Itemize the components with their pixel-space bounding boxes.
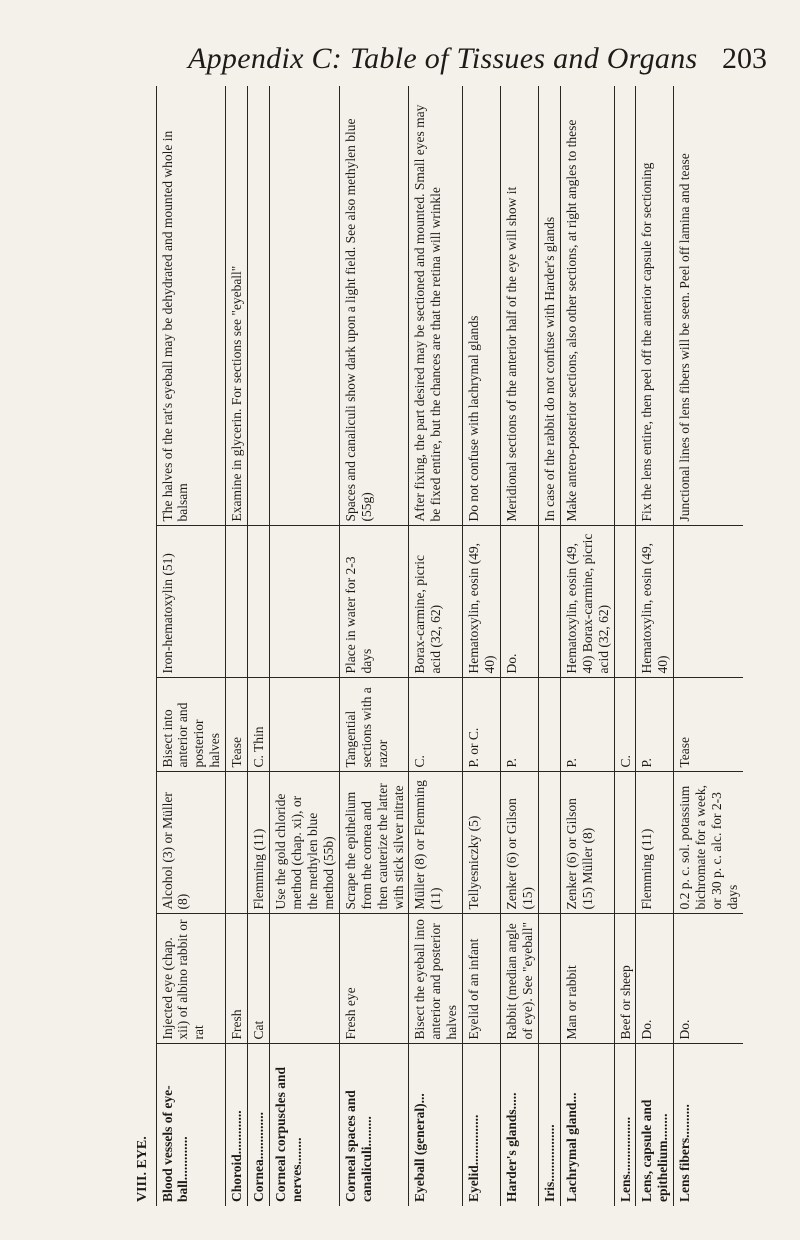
fixation-cell-text: Scrape the epithelium from the cornea and then cauterize the latter with stick silver nitrate bbox=[342, 783, 406, 910]
sectioning-cell bbox=[226, 678, 248, 772]
remarks-cell bbox=[538, 86, 560, 526]
page-number: 203 bbox=[722, 42, 767, 75]
tissue-cell bbox=[409, 1044, 463, 1206]
fixation-cell bbox=[636, 772, 674, 914]
remarks-cell-text: Meridional sections of the anterior half of the eye will show it bbox=[504, 186, 520, 522]
material-cell bbox=[501, 914, 539, 1044]
stain-cell-text: Hematoxylin, eosin (49, 40) Borax-carmine, picric acid (32, 62) bbox=[563, 533, 611, 674]
sectioning-cell-text: P. bbox=[639, 758, 655, 768]
material-cell-text: Man or rabbit bbox=[563, 965, 579, 1040]
stain-cell-text: Do. bbox=[504, 653, 520, 674]
material-cell-text: Bisect the eyeball into anterior and posterior halves bbox=[412, 919, 460, 1040]
table-row bbox=[674, 86, 743, 1206]
material-cell bbox=[270, 914, 340, 1044]
table-row bbox=[463, 86, 501, 1206]
tissue-cell bbox=[674, 1044, 743, 1206]
stain-cell bbox=[614, 526, 636, 678]
sectioning-cell-text: P. or C. bbox=[466, 727, 482, 768]
remarks-cell bbox=[156, 86, 226, 526]
section-heading: VIII. EYE. bbox=[135, 1136, 150, 1202]
table-row bbox=[248, 86, 270, 1206]
sectioning-cell-text: Tangential sections with a razor bbox=[342, 687, 390, 768]
section-row bbox=[128, 86, 156, 1206]
stain-cell bbox=[248, 526, 270, 678]
sectioning-cell-text: Tease bbox=[677, 736, 693, 768]
sectioning-cell bbox=[156, 678, 226, 772]
remarks-cell bbox=[226, 86, 248, 526]
tissue-cell-text: Cornea.............. bbox=[251, 1112, 267, 1202]
fixation-cell-text: Tellyesniczky (5) bbox=[466, 815, 482, 910]
material-cell bbox=[248, 914, 270, 1044]
fixation-cell bbox=[226, 772, 248, 914]
material-cell bbox=[339, 914, 409, 1044]
remarks-cell bbox=[248, 86, 270, 526]
fixation-cell bbox=[674, 772, 743, 914]
fixation-cell bbox=[248, 772, 270, 914]
remarks-cell bbox=[560, 86, 614, 526]
material-cell bbox=[674, 914, 743, 1044]
material-cell bbox=[226, 914, 248, 1044]
stain-cell bbox=[409, 526, 463, 678]
tissue-cell-text: Blood vessels of eye-ball............. bbox=[159, 1085, 191, 1202]
stain-cell bbox=[538, 526, 560, 678]
sectioning-cell bbox=[636, 678, 674, 772]
material-cell-text: Eyelid of an infant bbox=[466, 938, 482, 1040]
table-row bbox=[156, 86, 226, 1206]
remarks-cell bbox=[674, 86, 743, 526]
remarks-cell-text: Junctional lines of lens fibers will be seen. Peel off lamina and tease bbox=[677, 153, 693, 522]
remarks-cell-text: Fix the lens entire, then peel off the anterior capsule for sectioning bbox=[639, 162, 655, 522]
stain-cell-text: Iron-hematoxylin (51) bbox=[159, 553, 175, 674]
remarks-cell-text: In case of the rabbit do not confuse with Harder's glands bbox=[541, 216, 557, 522]
tissue-cell-text: Harder's glands..... bbox=[504, 1092, 520, 1202]
tissue-cell-text: Eyelid............... bbox=[466, 1114, 482, 1202]
material-cell-text: Rabbit (median angle of eye). See "eyeball" bbox=[504, 922, 535, 1040]
fixation-cell bbox=[463, 772, 501, 914]
tissue-cell-text: Lachrymal gland... bbox=[563, 1092, 579, 1202]
stain-cell bbox=[674, 526, 743, 678]
stain-cell bbox=[156, 526, 226, 678]
remarks-cell-text: After fixing, the part desired may be sectioned and mounted. Small eyes may be fixed entire, but the chances are that the retina will wrinkle bbox=[412, 104, 444, 522]
running-title: Appendix C: Table of Tissues and Organs bbox=[188, 42, 698, 75]
material-cell bbox=[560, 914, 614, 1044]
fixation-cell bbox=[409, 772, 463, 914]
fixation-cell bbox=[538, 772, 560, 914]
remarks-cell-text: Make antero-posterior sections, also other sections, at right angles to these bbox=[563, 119, 579, 522]
sectioning-cell bbox=[560, 678, 614, 772]
stain-cell bbox=[339, 526, 409, 678]
sectioning-cell bbox=[409, 678, 463, 772]
sectioning-cell bbox=[248, 678, 270, 772]
sectioning-cell-text: P. bbox=[563, 758, 579, 768]
table-row bbox=[270, 86, 340, 1206]
stain-cell-text: Borax-carmine, picric acid (32, 62) bbox=[412, 555, 444, 674]
tissue-cell-text: Lens................. bbox=[617, 1116, 633, 1202]
fixation-cell-text: Zenker (6) or Gilson (15) bbox=[504, 798, 535, 910]
tissue-cell bbox=[156, 1044, 226, 1206]
tissue-cell-text: Lens, capsule and epithelium........ bbox=[639, 1099, 671, 1202]
fixation-cell-text: Flemming (11) bbox=[251, 828, 267, 910]
tissue-cell-text: Corneal corpuscles and nerves........ bbox=[273, 1067, 304, 1202]
remarks-cell bbox=[270, 86, 340, 526]
tissue-cell bbox=[463, 1044, 501, 1206]
remarks-cell-text: The halves of the rat's eyeball may be dehydrated and mounted whole in balsam bbox=[159, 130, 191, 522]
sectioning-cell-text: C. bbox=[412, 755, 428, 768]
material-cell-text: Fresh eye bbox=[342, 987, 358, 1040]
tissue-cell bbox=[270, 1044, 340, 1206]
sectioning-cell bbox=[538, 678, 560, 772]
stain-cell bbox=[636, 526, 674, 678]
rotated-table-wrapper bbox=[128, 86, 741, 1206]
stain-cell bbox=[226, 526, 248, 678]
remarks-cell bbox=[614, 86, 636, 526]
sectioning-cell-text: Bisect into anterior and posterior halves bbox=[159, 702, 223, 768]
fixation-cell bbox=[156, 772, 226, 914]
sectioning-cell-text: P. bbox=[504, 758, 520, 768]
remarks-cell bbox=[339, 86, 409, 526]
tissue-cell bbox=[560, 1044, 614, 1206]
material-cell-text: Fresh bbox=[229, 1009, 245, 1040]
material-cell bbox=[636, 914, 674, 1044]
remarks-cell bbox=[409, 86, 463, 526]
table-row bbox=[538, 86, 560, 1206]
fixation-cell bbox=[614, 772, 636, 914]
fixation-cell bbox=[270, 772, 340, 914]
sectioning-cell-text: C. Thin bbox=[251, 726, 267, 768]
tissue-cell bbox=[248, 1044, 270, 1206]
fixation-cell bbox=[339, 772, 409, 914]
material-cell-text: Do. bbox=[639, 1019, 655, 1040]
sectioning-cell-text: C. bbox=[617, 755, 633, 768]
running-head bbox=[0, 42, 800, 82]
material-cell bbox=[409, 914, 463, 1044]
tissue-cell bbox=[636, 1044, 674, 1206]
stain-cell bbox=[463, 526, 501, 678]
stain-cell-text: Hematoxylin, eosin (49, 40) bbox=[639, 543, 671, 674]
remarks-cell-text: Examine in glycerin. For sections see "eyeball" bbox=[229, 265, 245, 522]
sectioning-cell bbox=[339, 678, 409, 772]
table-row bbox=[226, 86, 248, 1206]
table-row bbox=[409, 86, 463, 1206]
tissue-cell-text: Eyeball (general)... bbox=[412, 1093, 428, 1202]
fixation-cell-text: Müller (8) or Flemming (11) bbox=[412, 780, 444, 910]
material-cell bbox=[614, 914, 636, 1044]
tissue-cell bbox=[226, 1044, 248, 1206]
fixation-cell bbox=[501, 772, 539, 914]
fixation-cell-text: 0.2 p. c. sol. potassium bichromate for a week, or 30 p. c. alc. for 2-3 days bbox=[677, 785, 741, 910]
stain-cell bbox=[560, 526, 614, 678]
sectioning-cell bbox=[614, 678, 636, 772]
material-cell bbox=[538, 914, 560, 1044]
sectioning-cell bbox=[501, 678, 539, 772]
tissue-cell-text: Choroid............. bbox=[229, 1110, 245, 1202]
fixation-cell-text: Use the gold chloride method (chap. xi), or the methylen blue method (55b) bbox=[273, 793, 336, 910]
table-row bbox=[339, 86, 409, 1206]
material-cell-text: Injected eye (chap. xii) of albino rabbit or rat bbox=[159, 919, 207, 1040]
material-cell bbox=[463, 914, 501, 1044]
table-row bbox=[560, 86, 614, 1206]
remarks-cell-text: Do not confuse with lachrymal glands bbox=[466, 315, 482, 522]
stain-cell bbox=[270, 526, 340, 678]
tissue-cell-text: Corneal spaces and canaliculi......... bbox=[342, 1090, 374, 1202]
material-cell bbox=[156, 914, 226, 1044]
material-cell-text: Beef or sheep bbox=[617, 965, 633, 1040]
table-row bbox=[614, 86, 636, 1206]
tissue-cell bbox=[614, 1044, 636, 1206]
tissue-cell bbox=[538, 1044, 560, 1206]
tissue-table bbox=[128, 86, 743, 1206]
remarks-cell bbox=[636, 86, 674, 526]
tissue-cell-text: Lens fibers.......... bbox=[677, 1104, 693, 1202]
fixation-cell-text: Zenker (6) or Gilson (15) Müller (8) bbox=[563, 798, 595, 910]
sectioning-cell bbox=[463, 678, 501, 772]
stain-cell bbox=[501, 526, 539, 678]
fixation-cell-text: Alcohol (3) or Müller (8) bbox=[159, 792, 191, 910]
remarks-cell bbox=[463, 86, 501, 526]
sectioning-cell-text: Tease bbox=[229, 736, 245, 768]
material-cell-text: Cat bbox=[251, 1020, 267, 1040]
table-row bbox=[636, 86, 674, 1206]
stain-cell-text: Hematoxylin, eosin (49, 40) bbox=[466, 543, 498, 674]
sectioning-cell bbox=[270, 678, 340, 772]
sectioning-cell bbox=[674, 678, 743, 772]
stain-cell-text: Place in water for 2-3 days bbox=[342, 556, 374, 674]
material-cell-text: Do. bbox=[677, 1019, 693, 1040]
fixation-cell bbox=[560, 772, 614, 914]
fixation-cell-text: Flemming (11) bbox=[639, 828, 655, 910]
table-row bbox=[501, 86, 539, 1206]
remarks-cell bbox=[501, 86, 539, 526]
remarks-cell-text: Spaces and canaliculi show dark upon a light field. See also methylen blue (55g) bbox=[342, 118, 374, 522]
tissue-cell bbox=[339, 1044, 409, 1206]
tissue-cell bbox=[501, 1044, 539, 1206]
tissue-cell-text: Iris................. bbox=[541, 1124, 557, 1202]
